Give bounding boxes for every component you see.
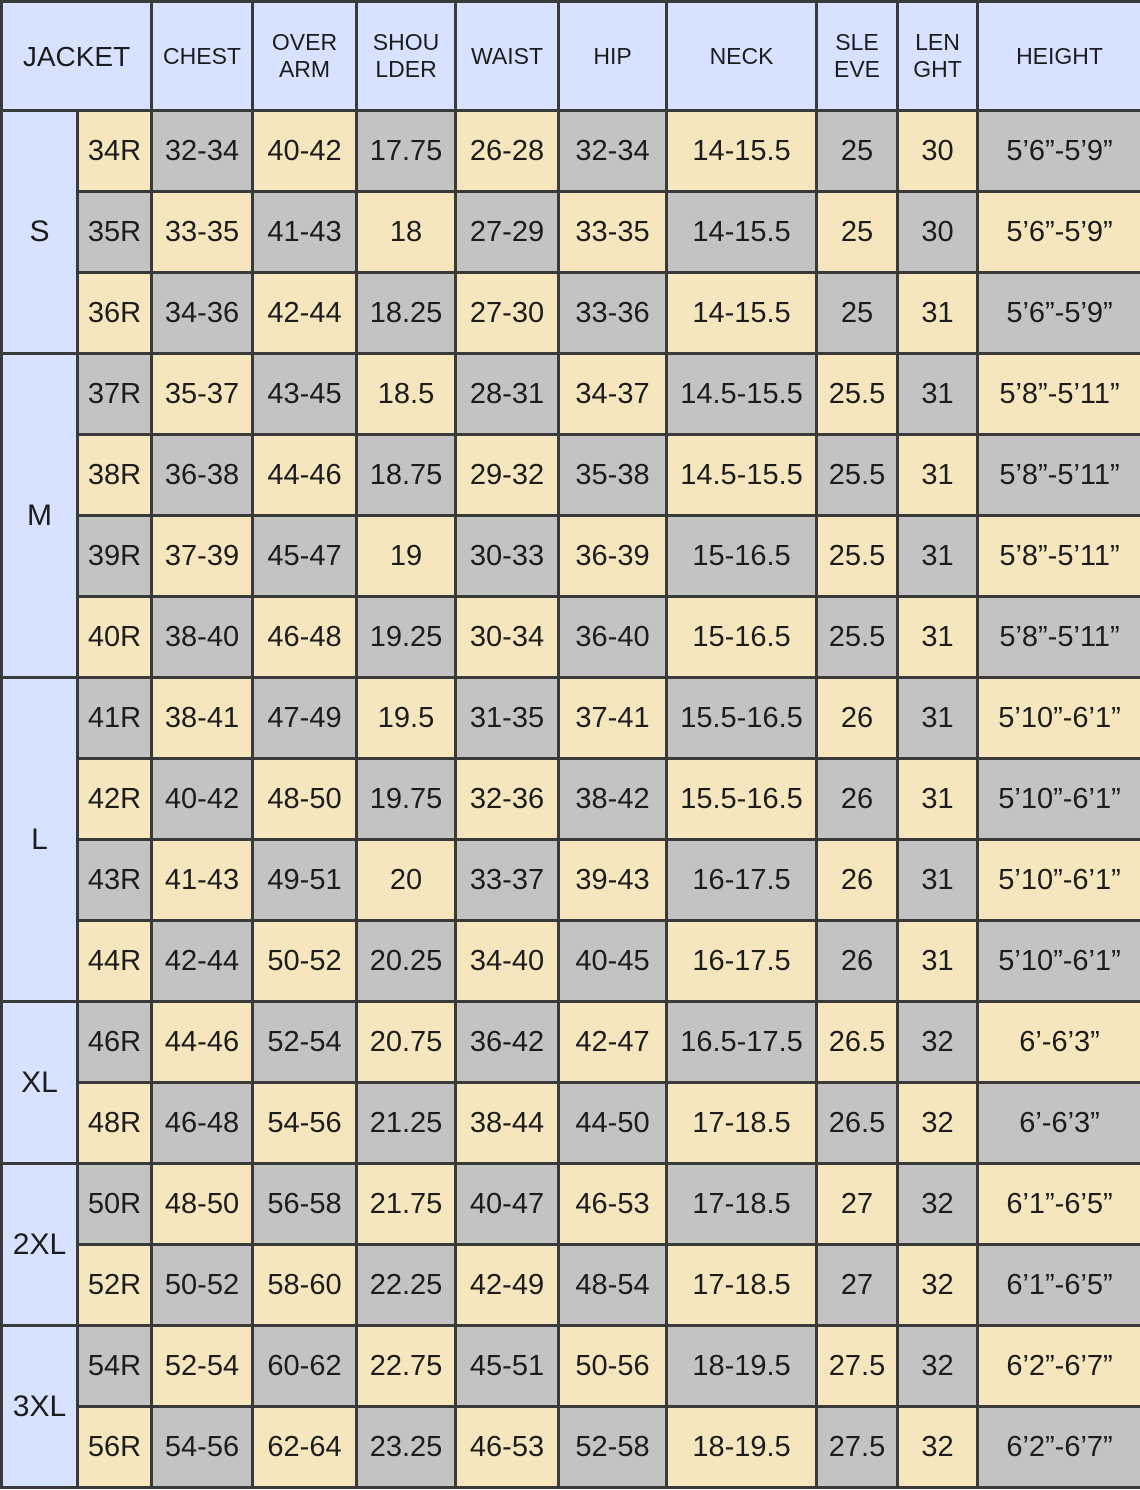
table-row — [2, 1407, 1140, 1488]
hip-cell: 32-34 — [559, 111, 667, 192]
size-cell: 35R — [78, 192, 152, 273]
length-cell: 31 — [898, 597, 978, 678]
sleeve-cell: 26 — [817, 840, 898, 921]
shoulder-cell: 19.75 — [357, 759, 456, 840]
sleeve-cell: 27 — [817, 1245, 898, 1326]
header-neck: NECK — [667, 2, 817, 111]
size-cell: 41R — [78, 678, 152, 759]
size-group-label: M — [2, 354, 78, 678]
waist-cell: 30-34 — [456, 597, 559, 678]
size-cell: 44R — [78, 921, 152, 1002]
sleeve-cell: 27.5 — [817, 1326, 898, 1407]
table-row — [2, 1002, 1140, 1083]
length-cell: 31 — [898, 840, 978, 921]
table-row — [2, 921, 1140, 1002]
length-cell: 31 — [898, 435, 978, 516]
table-row — [2, 192, 1140, 273]
shoulder-cell: 20.75 — [357, 1002, 456, 1083]
hip-cell: 48-54 — [559, 1245, 667, 1326]
sleeve-cell: 26 — [817, 921, 898, 1002]
over-arm-cell: 52-54 — [253, 1002, 357, 1083]
header-length-line2: GHT — [913, 56, 962, 82]
over-arm-cell: 43-45 — [253, 354, 357, 435]
sleeve-cell: 25.5 — [817, 354, 898, 435]
waist-cell: 29-32 — [456, 435, 559, 516]
height-cell: 5’8”-5’11” — [978, 354, 1140, 435]
header-length — [898, 2, 978, 111]
size-cell: 38R — [78, 435, 152, 516]
header-shoulder-line1: SHOU — [372, 29, 440, 55]
size-group-label: 3XL — [2, 1326, 78, 1488]
sleeve-cell: 26 — [817, 678, 898, 759]
chest-cell: 54-56 — [152, 1407, 253, 1488]
length-cell: 31 — [898, 921, 978, 1002]
neck-cell: 15.5-16.5 — [667, 759, 817, 840]
neck-cell: 14-15.5 — [667, 192, 817, 273]
waist-cell: 26-28 — [456, 111, 559, 192]
size-group-label: 2XL — [2, 1164, 78, 1326]
over-arm-cell: 40-42 — [253, 111, 357, 192]
over-arm-cell: 50-52 — [253, 921, 357, 1002]
waist-cell: 28-31 — [456, 354, 559, 435]
sleeve-cell: 25.5 — [817, 597, 898, 678]
over-arm-cell: 54-56 — [253, 1083, 357, 1164]
sleeve-cell: 25 — [817, 273, 898, 354]
header-over-arm-line1: OVER — [271, 29, 338, 55]
header-over-arm-line2: ARM — [278, 56, 331, 82]
size-cell: 54R — [78, 1326, 152, 1407]
header-sleeve-line2: EVE — [834, 56, 881, 82]
shoulder-cell: 20.25 — [357, 921, 456, 1002]
shoulder-cell: 19 — [357, 516, 456, 597]
hip-cell: 46-53 — [559, 1164, 667, 1245]
waist-cell: 32-36 — [456, 759, 559, 840]
shoulder-cell: 21.25 — [357, 1083, 456, 1164]
shoulder-cell: 22.25 — [357, 1245, 456, 1326]
sleeve-cell: 26.5 — [817, 1002, 898, 1083]
shoulder-cell: 17.75 — [357, 111, 456, 192]
table-row — [2, 516, 1140, 597]
over-arm-cell: 45-47 — [253, 516, 357, 597]
length-cell: 32 — [898, 1164, 978, 1245]
height-cell: 6’-6’3” — [978, 1083, 1140, 1164]
header-jacket: JACKET — [2, 2, 152, 111]
height-cell: 5’10”-6’1” — [978, 840, 1140, 921]
neck-cell: 15.5-16.5 — [667, 678, 817, 759]
shoulder-cell: 22.75 — [357, 1326, 456, 1407]
sleeve-cell: 27 — [817, 1164, 898, 1245]
neck-cell: 16-17.5 — [667, 921, 817, 1002]
length-cell: 31 — [898, 273, 978, 354]
waist-cell: 33-37 — [456, 840, 559, 921]
neck-cell: 15-16.5 — [667, 516, 817, 597]
table-row — [2, 597, 1140, 678]
length-cell: 30 — [898, 111, 978, 192]
over-arm-cell: 58-60 — [253, 1245, 357, 1326]
hip-cell: 44-50 — [559, 1083, 667, 1164]
sleeve-cell: 26.5 — [817, 1083, 898, 1164]
hip-cell: 35-38 — [559, 435, 667, 516]
header-shoulder — [357, 2, 456, 111]
sleeve-cell: 25.5 — [817, 516, 898, 597]
chest-cell: 40-42 — [152, 759, 253, 840]
neck-cell: 14.5-15.5 — [667, 354, 817, 435]
neck-cell: 17-18.5 — [667, 1245, 817, 1326]
chest-cell: 48-50 — [152, 1164, 253, 1245]
waist-cell: 46-53 — [456, 1407, 559, 1488]
chest-cell: 38-41 — [152, 678, 253, 759]
hip-cell: 42-47 — [559, 1002, 667, 1083]
chest-cell: 44-46 — [152, 1002, 253, 1083]
chest-cell: 32-34 — [152, 111, 253, 192]
over-arm-cell: 62-64 — [253, 1407, 357, 1488]
hip-cell: 37-41 — [559, 678, 667, 759]
size-cell: 37R — [78, 354, 152, 435]
length-cell: 31 — [898, 678, 978, 759]
waist-cell: 27-30 — [456, 273, 559, 354]
shoulder-cell: 19.25 — [357, 597, 456, 678]
chest-cell: 50-52 — [152, 1245, 253, 1326]
height-cell: 5’6”-5’9” — [978, 273, 1140, 354]
table-row — [2, 759, 1140, 840]
height-cell: 5’8”-5’11” — [978, 597, 1140, 678]
shoulder-cell: 18 — [357, 192, 456, 273]
chest-cell: 41-43 — [152, 840, 253, 921]
hip-cell: 34-37 — [559, 354, 667, 435]
waist-cell: 30-33 — [456, 516, 559, 597]
waist-cell: 38-44 — [456, 1083, 559, 1164]
neck-cell: 18-19.5 — [667, 1326, 817, 1407]
over-arm-cell: 46-48 — [253, 597, 357, 678]
neck-cell: 16.5-17.5 — [667, 1002, 817, 1083]
waist-cell: 45-51 — [456, 1326, 559, 1407]
neck-cell: 17-18.5 — [667, 1164, 817, 1245]
size-cell: 42R — [78, 759, 152, 840]
shoulder-cell: 18.75 — [357, 435, 456, 516]
height-cell: 6’-6’3” — [978, 1002, 1140, 1083]
chest-cell: 35-37 — [152, 354, 253, 435]
size-cell: 34R — [78, 111, 152, 192]
hip-cell: 33-35 — [559, 192, 667, 273]
size-cell: 46R — [78, 1002, 152, 1083]
size-cell: 43R — [78, 840, 152, 921]
size-cell: 48R — [78, 1083, 152, 1164]
header-shoulder-line2: LDER — [375, 56, 437, 82]
table-row — [2, 1164, 1140, 1245]
table-row — [2, 1326, 1140, 1407]
length-cell: 31 — [898, 354, 978, 435]
length-cell: 30 — [898, 192, 978, 273]
height-cell: 6’2”-6’7” — [978, 1407, 1140, 1488]
table-row — [2, 1245, 1140, 1326]
shoulder-cell: 23.25 — [357, 1407, 456, 1488]
hip-cell: 39-43 — [559, 840, 667, 921]
chest-cell: 37-39 — [152, 516, 253, 597]
header-sleeve-line1: SLE — [835, 29, 879, 55]
height-cell: 5’10”-6’1” — [978, 759, 1140, 840]
table-row — [2, 678, 1140, 759]
size-cell: 39R — [78, 516, 152, 597]
neck-cell: 14-15.5 — [667, 273, 817, 354]
table-row — [2, 273, 1140, 354]
waist-cell: 36-42 — [456, 1002, 559, 1083]
height-cell: 5’6”-5’9” — [978, 192, 1140, 273]
table-row — [2, 840, 1140, 921]
size-group-label: XL — [2, 1002, 78, 1164]
shoulder-cell: 18.5 — [357, 354, 456, 435]
height-cell: 6’1”-6’5” — [978, 1245, 1140, 1326]
sleeve-cell: 27.5 — [817, 1407, 898, 1488]
height-cell: 6’2”-6’7” — [978, 1326, 1140, 1407]
neck-cell: 17-18.5 — [667, 1083, 817, 1164]
size-cell: 40R — [78, 597, 152, 678]
header-hip: HIP — [559, 2, 667, 111]
table-row — [2, 111, 1140, 192]
length-cell: 32 — [898, 1407, 978, 1488]
length-cell: 31 — [898, 759, 978, 840]
hip-cell: 38-42 — [559, 759, 667, 840]
header-row — [2, 2, 1140, 111]
over-arm-cell: 49-51 — [253, 840, 357, 921]
neck-cell: 16-17.5 — [667, 840, 817, 921]
length-cell: 32 — [898, 1326, 978, 1407]
waist-cell: 34-40 — [456, 921, 559, 1002]
height-cell: 5’10”-6’1” — [978, 921, 1140, 1002]
over-arm-cell: 48-50 — [253, 759, 357, 840]
sleeve-cell: 25 — [817, 192, 898, 273]
shoulder-cell: 20 — [357, 840, 456, 921]
height-cell: 6’1”-6’5” — [978, 1164, 1140, 1245]
length-cell: 32 — [898, 1083, 978, 1164]
table-row — [2, 1083, 1140, 1164]
length-cell: 32 — [898, 1002, 978, 1083]
shoulder-cell: 18.25 — [357, 273, 456, 354]
over-arm-cell: 56-58 — [253, 1164, 357, 1245]
header-over-arm — [253, 2, 357, 111]
header-chest: CHEST — [152, 2, 253, 111]
size-cell: 56R — [78, 1407, 152, 1488]
over-arm-cell: 42-44 — [253, 273, 357, 354]
length-cell: 31 — [898, 516, 978, 597]
sleeve-cell: 26 — [817, 759, 898, 840]
waist-cell: 40-47 — [456, 1164, 559, 1245]
shoulder-cell: 21.75 — [357, 1164, 456, 1245]
hip-cell: 52-58 — [559, 1407, 667, 1488]
length-cell: 32 — [898, 1245, 978, 1326]
hip-cell: 50-56 — [559, 1326, 667, 1407]
waist-cell: 31-35 — [456, 678, 559, 759]
hip-cell: 40-45 — [559, 921, 667, 1002]
height-cell: 5’10”-6’1” — [978, 678, 1140, 759]
sleeve-cell: 25.5 — [817, 435, 898, 516]
neck-cell: 15-16.5 — [667, 597, 817, 678]
header-sleeve — [817, 2, 898, 111]
over-arm-cell: 60-62 — [253, 1326, 357, 1407]
over-arm-cell: 41-43 — [253, 192, 357, 273]
hip-cell: 36-40 — [559, 597, 667, 678]
chest-cell: 46-48 — [152, 1083, 253, 1164]
size-cell: 36R — [78, 273, 152, 354]
neck-cell: 14.5-15.5 — [667, 435, 817, 516]
waist-cell: 27-29 — [456, 192, 559, 273]
size-group-label: S — [2, 111, 78, 354]
size-group-label: L — [2, 678, 78, 1002]
shoulder-cell: 19.5 — [357, 678, 456, 759]
chest-cell: 34-36 — [152, 273, 253, 354]
size-cell: 50R — [78, 1164, 152, 1245]
height-cell: 5’8”-5’11” — [978, 516, 1140, 597]
header-waist: WAIST — [456, 2, 559, 111]
neck-cell: 18-19.5 — [667, 1407, 817, 1488]
table-row — [2, 435, 1140, 516]
chest-cell: 36-38 — [152, 435, 253, 516]
size-chart-body — [2, 111, 1140, 1488]
size-cell: 52R — [78, 1245, 152, 1326]
over-arm-cell: 44-46 — [253, 435, 357, 516]
chest-cell: 33-35 — [152, 192, 253, 273]
over-arm-cell: 47-49 — [253, 678, 357, 759]
chest-cell: 42-44 — [152, 921, 253, 1002]
header-height: HEIGHT — [978, 2, 1140, 111]
sleeve-cell: 25 — [817, 111, 898, 192]
chest-cell: 52-54 — [152, 1326, 253, 1407]
hip-cell: 36-39 — [559, 516, 667, 597]
height-cell: 5’8”-5’11” — [978, 435, 1140, 516]
hip-cell: 33-36 — [559, 273, 667, 354]
chest-cell: 38-40 — [152, 597, 253, 678]
height-cell: 5’6”-5’9” — [978, 111, 1140, 192]
waist-cell: 42-49 — [456, 1245, 559, 1326]
header-length-line1: LEN — [915, 29, 960, 55]
neck-cell: 14-15.5 — [667, 111, 817, 192]
table-row — [2, 354, 1140, 435]
